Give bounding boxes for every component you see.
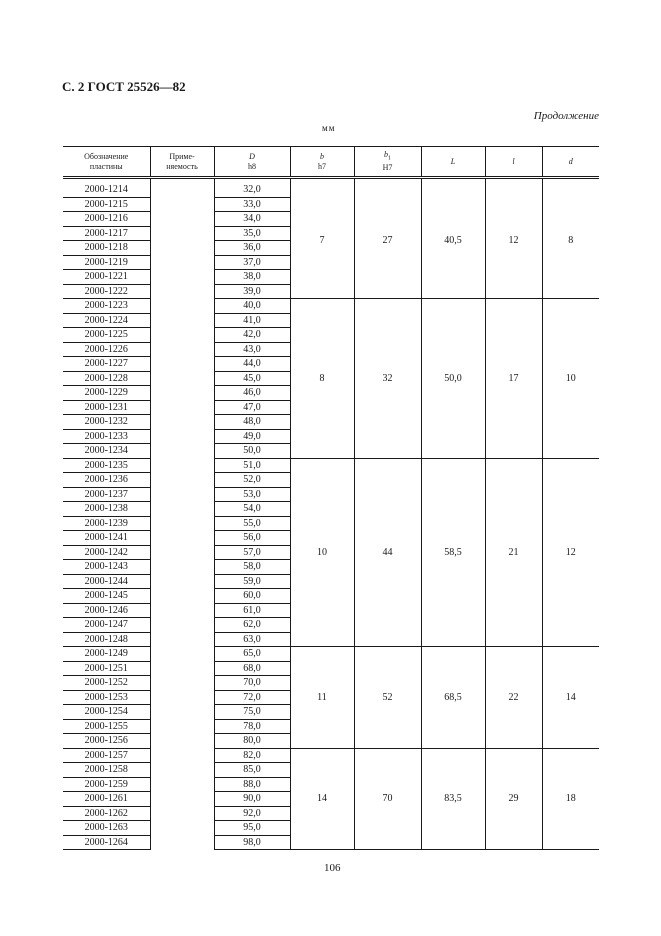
diameter-D: 52,0 [214, 473, 290, 488]
plate-designation: 2000-1228 [63, 371, 150, 386]
continuation-label: Продолжение [533, 110, 599, 122]
applicability-cell [150, 357, 214, 372]
plate-designation: 2000-1219 [63, 255, 150, 270]
applicability-cell [150, 589, 214, 604]
header-d: d [542, 147, 599, 178]
plate-designation: 2000-1242 [63, 545, 150, 560]
plate-designation: 2000-1263 [63, 821, 150, 836]
diameter-D: 38,0 [214, 270, 290, 285]
plate-designation: 2000-1256 [63, 734, 150, 749]
plate-designation: 2000-1229 [63, 386, 150, 401]
diameter-D: 59,0 [214, 574, 290, 589]
table-body [63, 178, 599, 850]
group-value-b1: 70 [354, 748, 421, 850]
diameter-D: 56,0 [214, 531, 290, 546]
diameter-D: 41,0 [214, 313, 290, 328]
group-value-L: 58,5 [421, 458, 485, 647]
diameter-D: 39,0 [214, 284, 290, 299]
diameter-D: 50,0 [214, 444, 290, 459]
plate-designation: 2000-1261 [63, 792, 150, 807]
table-row [63, 748, 599, 763]
plate-designation: 2000-1231 [63, 400, 150, 415]
diameter-D: 33,0 [214, 197, 290, 212]
diameter-D: 75,0 [214, 705, 290, 720]
group-value-b: 7 [290, 183, 354, 299]
plate-designation: 2000-1223 [63, 299, 150, 314]
applicability-cell [150, 705, 214, 720]
diameter-D: 98,0 [214, 835, 290, 850]
plate-designation: 2000-1251 [63, 661, 150, 676]
applicability-cell [150, 574, 214, 589]
diameter-D: 70,0 [214, 676, 290, 691]
header-b: b h7 [290, 147, 354, 178]
table-row [63, 183, 599, 197]
plate-designation: 2000-1221 [63, 270, 150, 285]
applicability-cell [150, 226, 214, 241]
group-value-b: 14 [290, 748, 354, 850]
diameter-D: 68,0 [214, 661, 290, 676]
diameter-D: 45,0 [214, 371, 290, 386]
group-value-b: 11 [290, 647, 354, 749]
plate-designation: 2000-1257 [63, 748, 150, 763]
applicability-cell [150, 531, 214, 546]
plate-designation: 2000-1224 [63, 313, 150, 328]
applicability-cell [150, 806, 214, 821]
diameter-D: 95,0 [214, 821, 290, 836]
plate-designation: 2000-1248 [63, 632, 150, 647]
diameter-D: 58,0 [214, 560, 290, 575]
group-value-b: 10 [290, 458, 354, 647]
dimensions-table [63, 146, 599, 850]
diameter-D: 48,0 [214, 415, 290, 430]
table-row [63, 458, 599, 473]
page-number: 106 [324, 862, 341, 874]
group-value-L: 50,0 [421, 299, 485, 459]
diameter-D: 51,0 [214, 458, 290, 473]
group-value-b1: 44 [354, 458, 421, 647]
plate-designation: 2000-1218 [63, 241, 150, 256]
diameter-D: 78,0 [214, 719, 290, 734]
applicability-cell [150, 560, 214, 575]
diameter-D: 42,0 [214, 328, 290, 343]
applicability-cell [150, 719, 214, 734]
applicability-cell [150, 516, 214, 531]
applicability-cell [150, 386, 214, 401]
plate-designation: 2000-1232 [63, 415, 150, 430]
applicability-cell [150, 545, 214, 560]
diameter-D: 90,0 [214, 792, 290, 807]
applicability-cell [150, 661, 214, 676]
group-value-b: 8 [290, 299, 354, 459]
group-value-d: 14 [542, 647, 599, 749]
header-primenyaemost: Приме- няемость [150, 147, 214, 178]
group-value-l: 17 [485, 299, 542, 459]
diameter-D: 88,0 [214, 777, 290, 792]
applicability-cell [150, 183, 214, 197]
diameter-D: 72,0 [214, 690, 290, 705]
header-L: L [421, 147, 485, 178]
group-value-d: 18 [542, 748, 599, 850]
diameter-D: 47,0 [214, 400, 290, 415]
group-value-L: 40,5 [421, 183, 485, 299]
plate-designation: 2000-1238 [63, 502, 150, 517]
applicability-cell [150, 342, 214, 357]
header-oboznachenie: Обозначение пластины [63, 147, 150, 178]
plate-designation: 2000-1239 [63, 516, 150, 531]
plate-designation: 2000-1217 [63, 226, 150, 241]
table-row [63, 299, 599, 314]
group-value-l: 22 [485, 647, 542, 749]
diameter-D: 46,0 [214, 386, 290, 401]
plate-designation: 2000-1233 [63, 429, 150, 444]
applicability-cell [150, 632, 214, 647]
table-row [63, 647, 599, 662]
applicability-cell [150, 502, 214, 517]
diameter-D: 62,0 [214, 618, 290, 633]
applicability-cell [150, 284, 214, 299]
group-value-L: 83,5 [421, 748, 485, 850]
applicability-cell [150, 792, 214, 807]
applicability-cell [150, 473, 214, 488]
group-value-d: 8 [542, 183, 599, 299]
applicability-cell [150, 690, 214, 705]
plate-designation: 2000-1254 [63, 705, 150, 720]
diameter-D: 92,0 [214, 806, 290, 821]
applicability-cell [150, 328, 214, 343]
plate-designation: 2000-1227 [63, 357, 150, 372]
diameter-D: 34,0 [214, 212, 290, 227]
applicability-cell [150, 415, 214, 430]
diameter-D: 32,0 [214, 183, 290, 197]
plate-designation: 2000-1247 [63, 618, 150, 633]
group-value-L: 68,5 [421, 647, 485, 749]
applicability-cell [150, 255, 214, 270]
plate-designation: 2000-1244 [63, 574, 150, 589]
applicability-cell [150, 197, 214, 212]
group-value-b1: 32 [354, 299, 421, 459]
diameter-D: 44,0 [214, 357, 290, 372]
applicability-cell [150, 835, 214, 850]
group-value-l: 21 [485, 458, 542, 647]
header-b1: $b_1$ H7 [354, 147, 421, 178]
plate-designation: 2000-1222 [63, 284, 150, 299]
applicability-cell [150, 618, 214, 633]
diameter-D: 37,0 [214, 255, 290, 270]
applicability-cell [150, 212, 214, 227]
applicability-cell [150, 429, 214, 444]
table-header [63, 147, 599, 178]
diameter-D: 54,0 [214, 502, 290, 517]
plate-designation: 2000-1252 [63, 676, 150, 691]
plate-designation: 2000-1241 [63, 531, 150, 546]
applicability-cell [150, 734, 214, 749]
header-l: l [485, 147, 542, 178]
diameter-D: 63,0 [214, 632, 290, 647]
plate-designation: 2000-1264 [63, 835, 150, 850]
applicability-cell [150, 821, 214, 836]
diameter-D: 65,0 [214, 647, 290, 662]
plate-designation: 2000-1246 [63, 603, 150, 618]
applicability-cell [150, 313, 214, 328]
applicability-cell [150, 458, 214, 473]
plate-designation: 2000-1255 [63, 719, 150, 734]
plate-designation: 2000-1243 [63, 560, 150, 575]
plate-designation: 2000-1245 [63, 589, 150, 604]
applicability-cell [150, 603, 214, 618]
applicability-cell [150, 241, 214, 256]
group-value-l: 29 [485, 748, 542, 850]
group-value-d: 10 [542, 299, 599, 459]
applicability-cell [150, 299, 214, 314]
plate-designation: 2000-1234 [63, 444, 150, 459]
units-label: мм [322, 123, 336, 133]
diameter-D: 40,0 [214, 299, 290, 314]
diameter-D: 82,0 [214, 748, 290, 763]
applicability-cell [150, 777, 214, 792]
applicability-cell [150, 444, 214, 459]
plate-designation: 2000-1237 [63, 487, 150, 502]
plate-designation: 2000-1225 [63, 328, 150, 343]
header-D: D h8 [214, 147, 290, 178]
applicability-cell [150, 371, 214, 386]
applicability-cell [150, 270, 214, 285]
plate-designation: 2000-1236 [63, 473, 150, 488]
diameter-D: 80,0 [214, 734, 290, 749]
plate-designation: 2000-1235 [63, 458, 150, 473]
applicability-cell [150, 487, 214, 502]
applicability-cell [150, 676, 214, 691]
plate-designation: 2000-1215 [63, 197, 150, 212]
plate-designation: 2000-1259 [63, 777, 150, 792]
diameter-D: 35,0 [214, 226, 290, 241]
applicability-cell [150, 763, 214, 778]
page-title: С. 2 ГОСТ 25526—82 [62, 79, 186, 94]
diameter-D: 57,0 [214, 545, 290, 560]
applicability-cell [150, 647, 214, 662]
applicability-cell [150, 400, 214, 415]
plate-designation: 2000-1226 [63, 342, 150, 357]
plate-designation: 2000-1216 [63, 212, 150, 227]
plate-designation: 2000-1258 [63, 763, 150, 778]
diameter-D: 43,0 [214, 342, 290, 357]
group-value-d: 12 [542, 458, 599, 647]
group-value-l: 12 [485, 183, 542, 299]
applicability-cell [150, 748, 214, 763]
plate-designation: 2000-1262 [63, 806, 150, 821]
diameter-D: 85,0 [214, 763, 290, 778]
plate-designation: 2000-1249 [63, 647, 150, 662]
diameter-D: 53,0 [214, 487, 290, 502]
diameter-D: 60,0 [214, 589, 290, 604]
plate-designation: 2000-1214 [63, 183, 150, 197]
diameter-D: 49,0 [214, 429, 290, 444]
group-value-b1: 52 [354, 647, 421, 749]
group-value-b1: 27 [354, 183, 421, 299]
diameter-D: 36,0 [214, 241, 290, 256]
plate-designation: 2000-1253 [63, 690, 150, 705]
diameter-D: 55,0 [214, 516, 290, 531]
diameter-D: 61,0 [214, 603, 290, 618]
